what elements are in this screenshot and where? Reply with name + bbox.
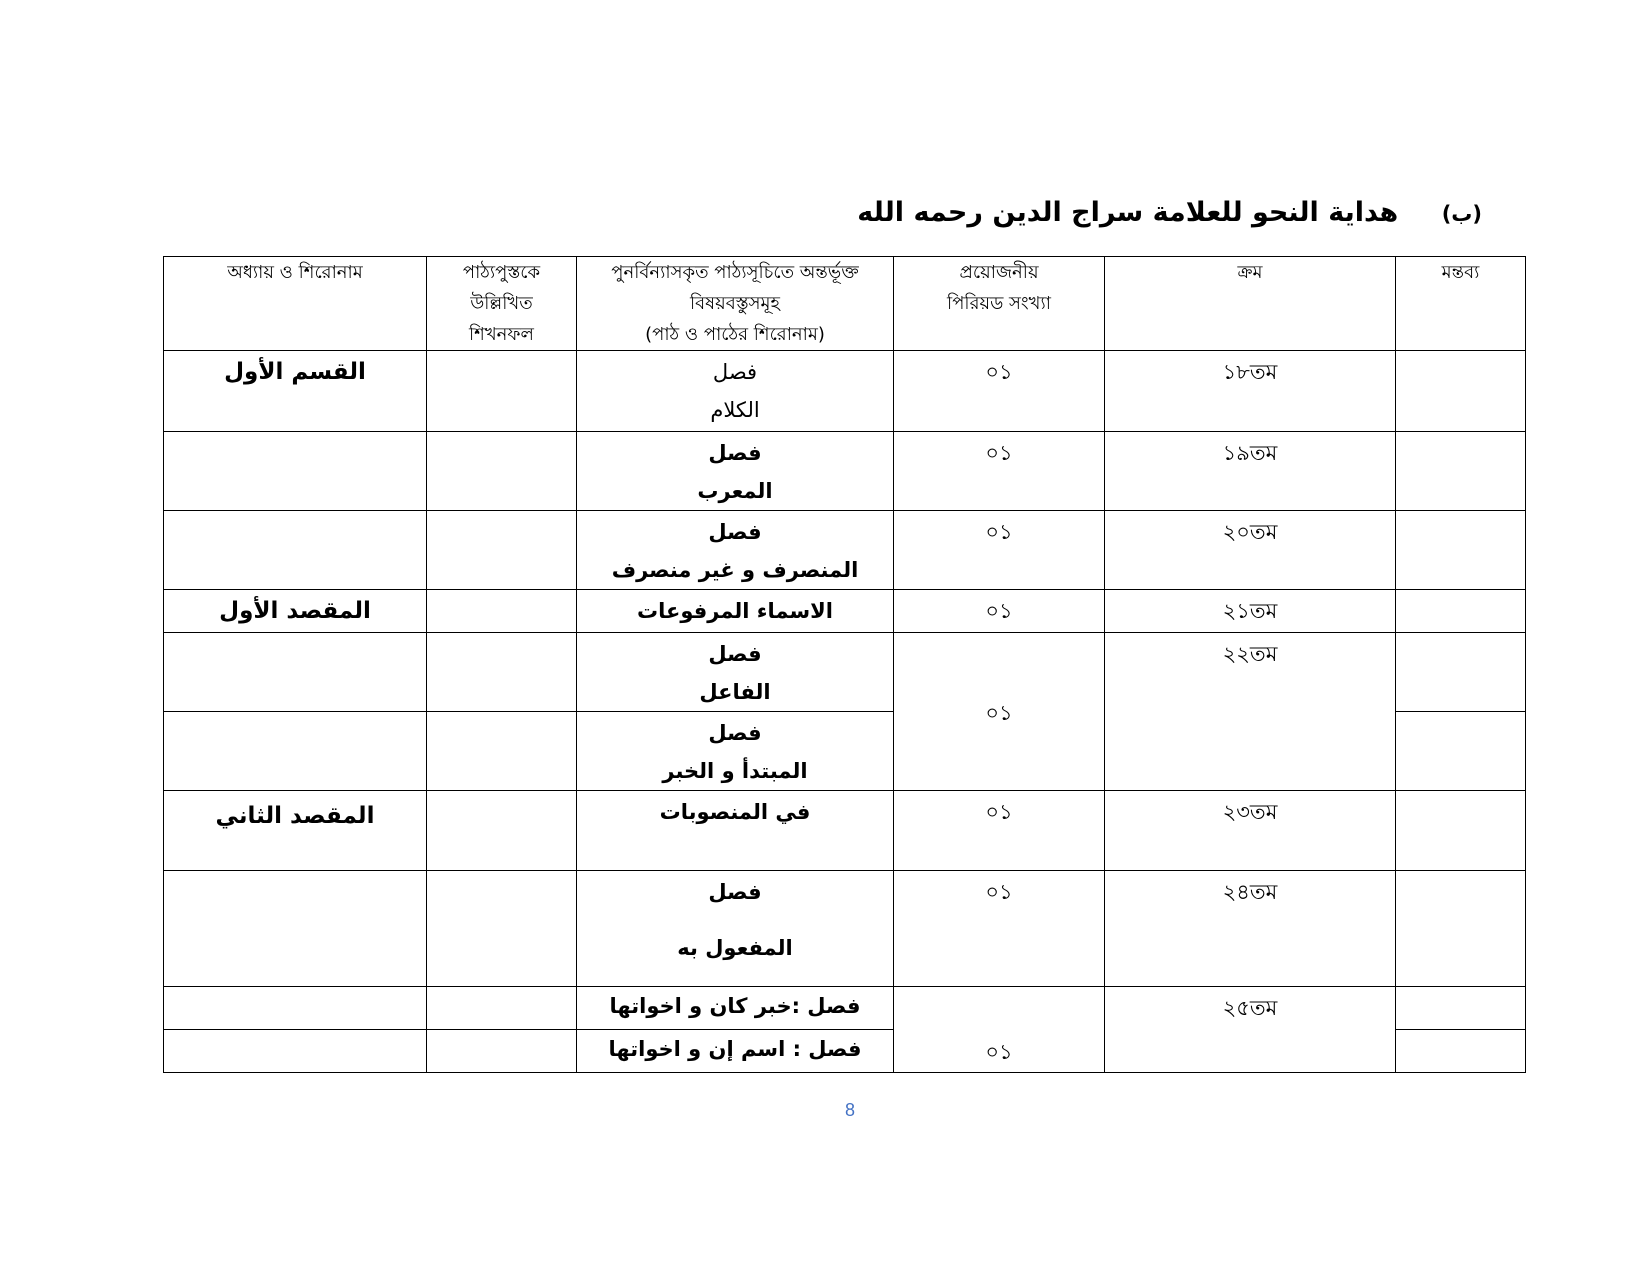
header-serial: ক্রম — [1105, 257, 1396, 351]
serial-cell: ২৫তম — [1105, 987, 1396, 1073]
serial-cell: ১৮তম — [1105, 351, 1396, 432]
header-content: পুনর্বিন্যাসকৃত পাঠ্যসূচিতে অন্তর্ভূক্ত বিষয়বস্তুসমূহ (পাঠ ও পাঠের শিরোনাম) — [577, 257, 894, 351]
periods-cell: ০১ — [894, 590, 1105, 633]
table-row — [164, 432, 1526, 511]
serial-cell: ২২তম — [1105, 633, 1396, 791]
content-cell: الاسماء المرفوعات — [577, 590, 894, 633]
outcomes-cell — [427, 1030, 577, 1073]
content-cell: فصل المفعول به — [577, 871, 894, 987]
outcomes-cell — [427, 351, 577, 432]
serial-cell: ২৩তম — [1105, 791, 1396, 871]
serial-cell: ২১তম — [1105, 590, 1396, 633]
periods-cell: ০১ — [894, 791, 1105, 871]
table-row — [164, 590, 1526, 633]
periods-cell: ০১ — [894, 871, 1105, 987]
content-cell: فصل الكلام — [577, 351, 894, 432]
outcomes-cell — [427, 791, 577, 871]
content-cell: في المنصوبات — [577, 791, 894, 871]
header-remarks: মন্তব্য — [1396, 257, 1526, 351]
remarks-cell — [1396, 351, 1526, 432]
serial-cell: ১৯তম — [1105, 432, 1396, 511]
content-cell: فصل المعرب — [577, 432, 894, 511]
chapter-cell — [164, 712, 427, 791]
content-cell: فصل :خبر كان و اخواتها — [577, 987, 894, 1030]
outcomes-cell — [427, 590, 577, 633]
content-cell: فصل المبتدأ و الخبر — [577, 712, 894, 791]
content-cell: فصل المنصرف و غير منصرف — [577, 511, 894, 590]
table-row — [164, 987, 1526, 1030]
header-periods: প্রয়োজনীয় পিরিয়ড সংখ্যা — [894, 257, 1105, 351]
remarks-cell — [1396, 590, 1526, 633]
header-outcomes: পাঠ্যপুস্তকে উল্লিখিত শিখনফল — [427, 257, 577, 351]
chapter-cell: المقصد الأول — [164, 590, 427, 633]
syllabus-table — [163, 256, 1526, 1073]
chapter-cell — [164, 987, 427, 1030]
remarks-cell — [1396, 871, 1526, 987]
table-row — [164, 791, 1526, 871]
periods-cell: ০১ — [894, 432, 1105, 511]
outcomes-cell — [427, 432, 577, 511]
periods-cell: ০১ — [894, 351, 1105, 432]
header-chapter: অধ্যায় ও শিরোনাম — [164, 257, 427, 351]
remarks-cell — [1396, 712, 1526, 791]
table-row — [164, 633, 1526, 712]
remarks-cell — [1396, 791, 1526, 871]
chapter-cell: المقصد الثاني — [164, 791, 427, 871]
chapter-cell: القسم الأول — [164, 351, 427, 432]
chapter-cell — [164, 432, 427, 511]
outcomes-cell — [427, 871, 577, 987]
chapter-cell — [164, 871, 427, 987]
periods-cell: ০১ — [894, 511, 1105, 590]
outcomes-cell — [427, 987, 577, 1030]
outcomes-cell — [427, 511, 577, 590]
remarks-cell — [1396, 511, 1526, 590]
serial-cell: ২৪তম — [1105, 871, 1396, 987]
remarks-cell — [1396, 633, 1526, 712]
remarks-cell — [1396, 987, 1526, 1030]
table-row — [164, 871, 1526, 987]
outcomes-cell — [427, 712, 577, 791]
chapter-cell — [164, 1030, 427, 1073]
serial-cell: ২০তম — [1105, 511, 1396, 590]
remarks-cell — [1396, 1030, 1526, 1073]
section-heading — [582, 195, 1482, 233]
content-cell: فصل الفاعل — [577, 633, 894, 712]
chapter-cell — [164, 511, 427, 590]
periods-cell: ০১ — [894, 987, 1105, 1073]
outcomes-cell — [427, 633, 577, 712]
table-header-row — [164, 257, 1526, 351]
page-number: 8 — [844, 1100, 855, 1120]
section-title: هداية النحو للعلامة سراج الدين رحمه الله — [857, 197, 1399, 228]
chapter-cell — [164, 633, 427, 712]
content-cell: فصل : اسم إن و اخواتها — [577, 1030, 894, 1073]
remarks-cell — [1396, 432, 1526, 511]
table-row — [164, 351, 1526, 432]
section-number: (ب) — [1441, 202, 1482, 226]
table-row — [164, 511, 1526, 590]
periods-cell: ০১ — [894, 633, 1105, 791]
